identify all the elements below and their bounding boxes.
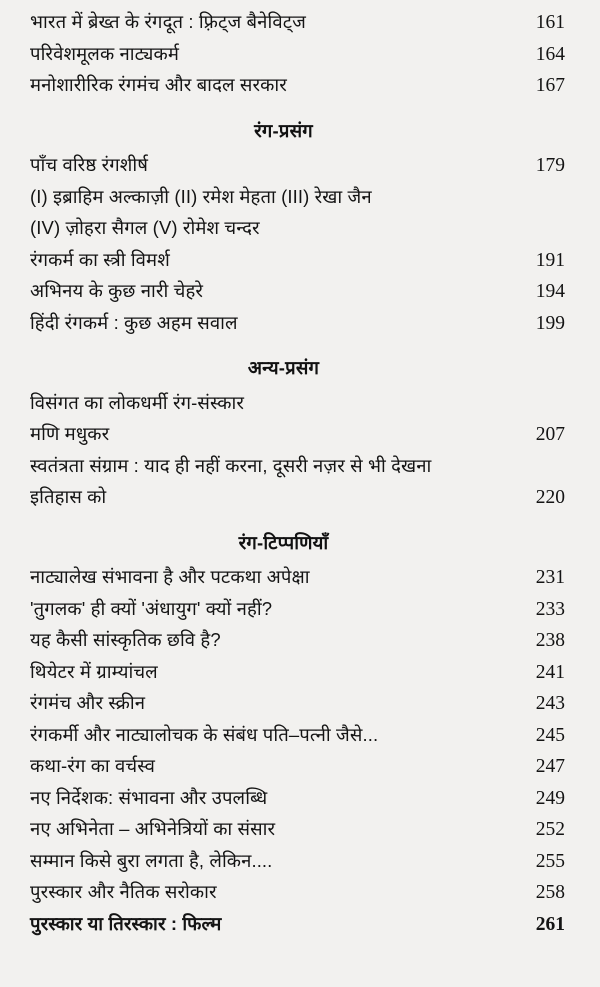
entry-title: (IV) ज़ोहरा सैगल (V) रोमेश चन्दर <box>30 217 260 238</box>
entry-page-number: 207 <box>535 424 565 445</box>
entry-title: पाँच वरिष्ठ रंगशीर्ष <box>30 154 149 175</box>
toc-entry <box>30 876 565 908</box>
toc-entry <box>30 275 565 307</box>
entry-page-number: 249 <box>535 787 565 809</box>
section-heading: रंग-प्रसंग <box>254 119 313 141</box>
entry-page-number: 191 <box>535 249 565 271</box>
table-of-contents <box>30 0 565 939</box>
toc-entry <box>30 687 565 719</box>
toc-subline <box>30 450 565 482</box>
entry-title: मणि मधुकर <box>30 423 110 444</box>
entry-title: रंगकर्म का स्त्री विमर्श <box>30 248 170 270</box>
toc-entry <box>30 561 565 593</box>
entry-page-number: 220 <box>535 487 565 508</box>
entry-page-number: 199 <box>535 312 565 334</box>
entry-title: स्वतंत्रता संग्राम : याद ही नहीं करना, दूसरी नज़र से भी देखना <box>30 454 432 476</box>
entry-page-number: 164 <box>535 43 565 65</box>
entry-page-number: 233 <box>535 598 565 620</box>
entry-title: कथा-रंग का वर्चस्व <box>30 755 155 776</box>
entry-page-number: 161 <box>535 12 565 33</box>
toc-entry <box>30 750 565 782</box>
toc-entry <box>30 149 565 181</box>
entry-title: परिवेशमूलक नाट्यकर्म <box>30 42 179 64</box>
entry-title: मनोशारीरिक रंगमंच और बादल सरकार <box>30 74 287 95</box>
entry-title: रंगकर्मी और नाट्यालोचक के संबंध पति–पत्नी जैसे... <box>30 723 379 745</box>
entry-title: इतिहास को <box>30 486 107 507</box>
section-heading: अन्य-प्रसंग <box>247 357 320 378</box>
toc-entry <box>30 481 565 513</box>
toc-entry <box>30 624 565 656</box>
toc-subline <box>30 181 565 213</box>
entry-title: नाट्यालेख संभावना है और पटकथा अपेक्षा <box>30 566 310 587</box>
toc-entry <box>30 908 565 940</box>
toc-entry <box>30 845 565 877</box>
entry-page-number: 231 <box>535 567 565 588</box>
entry-page-number: 261 <box>535 913 565 935</box>
entry-page-number: 258 <box>535 882 565 903</box>
toc-entry <box>30 6 565 38</box>
toc-entry <box>30 307 565 339</box>
section-heading: रंग-टिप्पणियाँ <box>238 531 329 553</box>
entry-title: रंगमंच और स्क्रीन <box>30 692 146 713</box>
entry-title: पुरस्कार या तिरस्कार : फिल्म <box>30 912 222 934</box>
entry-title: 'तुगलक' ही क्यों 'अंधायुग' क्यों नहीं? <box>30 597 273 619</box>
entry-page-number: 252 <box>535 819 565 840</box>
entry-page-number: 245 <box>535 724 565 746</box>
entry-title: थियेटर में ग्राम्यांचल <box>30 660 158 682</box>
toc-entry <box>30 593 565 625</box>
toc-entry <box>30 719 565 751</box>
toc-entry <box>30 244 565 276</box>
entry-page-number: 241 <box>535 661 565 683</box>
toc-entry <box>30 38 565 70</box>
entry-title: नए निर्देशक: संभावना और उपलब्धि <box>30 786 268 808</box>
entry-page-number: 247 <box>535 756 565 777</box>
entry-title: यह कैसी सांस्कृतिक छवि है? <box>30 629 221 650</box>
toc-entry <box>30 418 565 450</box>
toc-entry <box>30 813 565 845</box>
entry-page-number: 179 <box>535 155 565 176</box>
entry-page-number: 243 <box>535 693 565 714</box>
entry-page-number: 238 <box>535 630 565 651</box>
toc-entry <box>30 69 565 101</box>
toc-subline <box>30 212 565 244</box>
entry-title: विसंगत का लोकधर्मी रंग-संस्कार <box>30 391 245 413</box>
toc-entry <box>30 782 565 814</box>
entry-title: भारत में ब्रेख्त के रंगदूत : फ़्रिट्ज बैनेविट्ज <box>30 11 306 32</box>
entry-title: सम्मान किसे बुरा लगता है, लेकिन.... <box>30 849 273 871</box>
toc-entry <box>30 656 565 688</box>
toc-subline <box>30 387 565 419</box>
entry-title: अभिनय के कुछ नारी चेहरे <box>30 280 204 301</box>
entry-title: हिंदी रंगकर्म : कुछ अहम सवाल <box>30 311 238 333</box>
entry-page-number: 194 <box>535 281 565 302</box>
entry-title: नए अभिनेता – अभिनेत्रियों का संसार <box>30 818 276 839</box>
entry-title: (I) इब्राहिम अल्काज़ी (II) रमेश मेहता (III) रेखा जैन <box>30 185 372 207</box>
entry-title: पुरस्कार और नैतिक सरोकार <box>30 881 217 902</box>
entry-page-number: 255 <box>535 850 565 872</box>
entry-page-number: 167 <box>535 75 565 96</box>
